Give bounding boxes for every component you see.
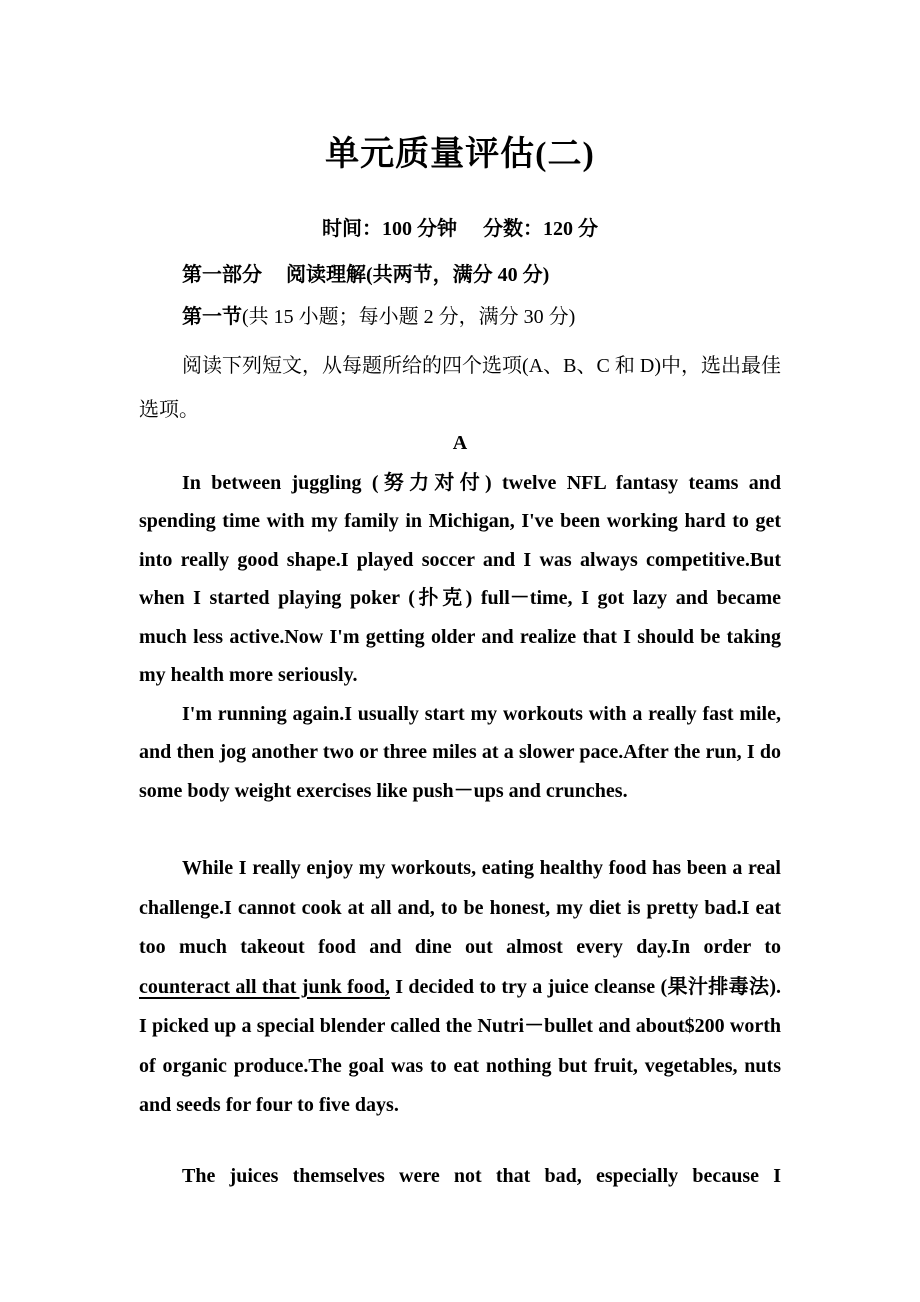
paragraph-3-text: While I really enjoy my workouts, eating healthy food has been a real challenge.I cannot cook at all and, to be honest, my diet is pretty bad.I eat too much takeout food and dine out almost every day.In order to bbox=[139, 857, 781, 958]
part-one-name: 阅读理解(共两节，满分 40 分) bbox=[286, 264, 550, 286]
underlined-phrase: counteract all that junk food, bbox=[139, 975, 390, 998]
section-one-heading bbox=[139, 301, 781, 333]
exam-meta bbox=[139, 213, 781, 245]
part-one-heading bbox=[139, 259, 781, 291]
passage-paragraph-4-start: The juices themselves were not that bad, especially because I bbox=[182, 1165, 781, 1187]
paragraph-3-continued: I decided to try a juice cleanse (果汁排毒法). I picked up a special blender called the Nutri－bullet and about$200 worth of organic produce.The goal was to eat nothing but fruit, vegetables, nuts and seeds for four to five days. bbox=[139, 975, 782, 1116]
part-one-label: 第一部分 bbox=[182, 264, 262, 286]
total-score: 分数：120 分 bbox=[483, 218, 598, 240]
passage-paragraph-1: In between juggling (努力对付) twelve NFL fantasy teams and spending time with my family in Michigan, I've been working hard to get into really good shape.I played soccer and I was always competitive.But when I started playing poker (扑克) full－time, I got lazy and became much less active.Now I'm getting older and realize that I should be taking my health more seriously. bbox=[139, 472, 781, 687]
section-one-label: 第一节 bbox=[182, 306, 242, 328]
instructions: 阅读下列短文，从每题所给的四个选项(A、B、C 和 D)中，选出最佳选项。 bbox=[139, 355, 781, 421]
passage-letter: A bbox=[452, 432, 468, 454]
passage-paragraph-3 bbox=[139, 849, 781, 1126]
passage-paragraph-2: I'm running again.I usually start my workouts with a really fast mile, and then jog another two or three miles at a slower pace.After the run, I do some body weight exercises like push－ups and crunches. bbox=[139, 703, 781, 802]
page-title: 单元质量评估(二) bbox=[325, 136, 595, 173]
section-one-detail: (共 15 小题；每小题 2 分，满分 30 分) bbox=[242, 306, 576, 328]
time-limit: 时间：100 分钟 bbox=[322, 218, 457, 240]
